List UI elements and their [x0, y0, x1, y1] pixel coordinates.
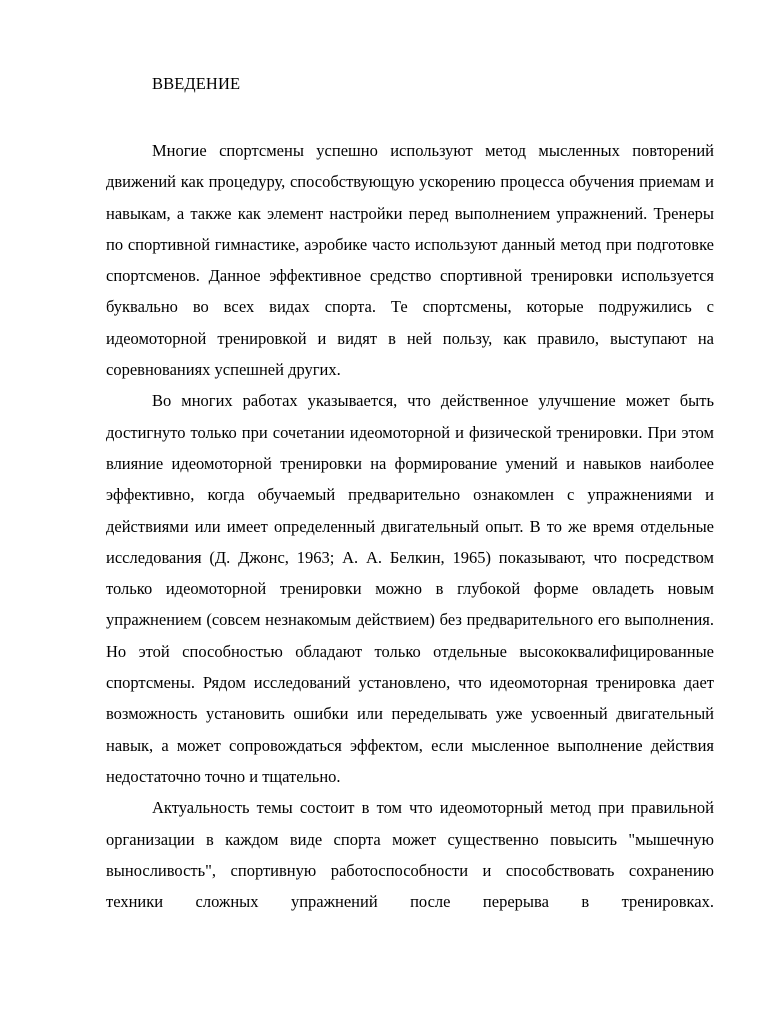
- body-text: [106, 135, 714, 917]
- paragraph-2: Во многих работах указывается, что действенное улучшение может быть достигнуто только при сочетании идеомоторной и физической тренировки. При этом влияние идеомоторной тренировки на формирование умений и навыков наиболее эффективно, когда обучаемый предварительно ознакомлен с упражнениями и действиями или имеет определенный двигательный опыт. В то же время отдельные исследования (Д. Джонс, 1963; А. А. Белкин, 1965) показывают, что посредством только идеомоторной тренировки можно в глубокой форме овладеть новым упражнением (совсем незнакомым действием) без предварительного его выполнения. Но этой способностью обладают только отдельные высококвалифицированные спортсмены. Рядом исследований установлено, что идеомоторная тренировка дает возможность установить ошибки или переделывать уже усвоенный двигательный навык, а может сопровождаться эффектом, если мысленное выполнение действия недостаточно точно и тщательно.: [106, 391, 714, 786]
- paragraph-1: Многие спортсмены успешно используют метод мысленных повторений движений как процедуру, способствующую ускорению процесса обучения приемам и навыкам, а также как элемент настройки перед выполнением упражнений. Тренеры по спортивной гимнастике, аэробике часто используют данный метод при подготовке спортсменов. Данное эффективное средство спортивной тренировки используется буквально во всех видах спорта. Те спортсмены, которые подружились с идеомоторной тренировкой и видят в ней пользу, как правило, выступают на соревнованиях успешней других.: [106, 141, 714, 380]
- paragraph-3: Актуальность темы состоит в том что идеомоторный метод при правильной организации в каждом виде спорта может существенно повысить "мышечную выносливость", спортивную работоспособности и способствовать сохранению техники сложных упражнений после перерыва в тренировках.: [106, 798, 714, 912]
- section-heading: ВВЕДЕНИЕ: [152, 74, 241, 93]
